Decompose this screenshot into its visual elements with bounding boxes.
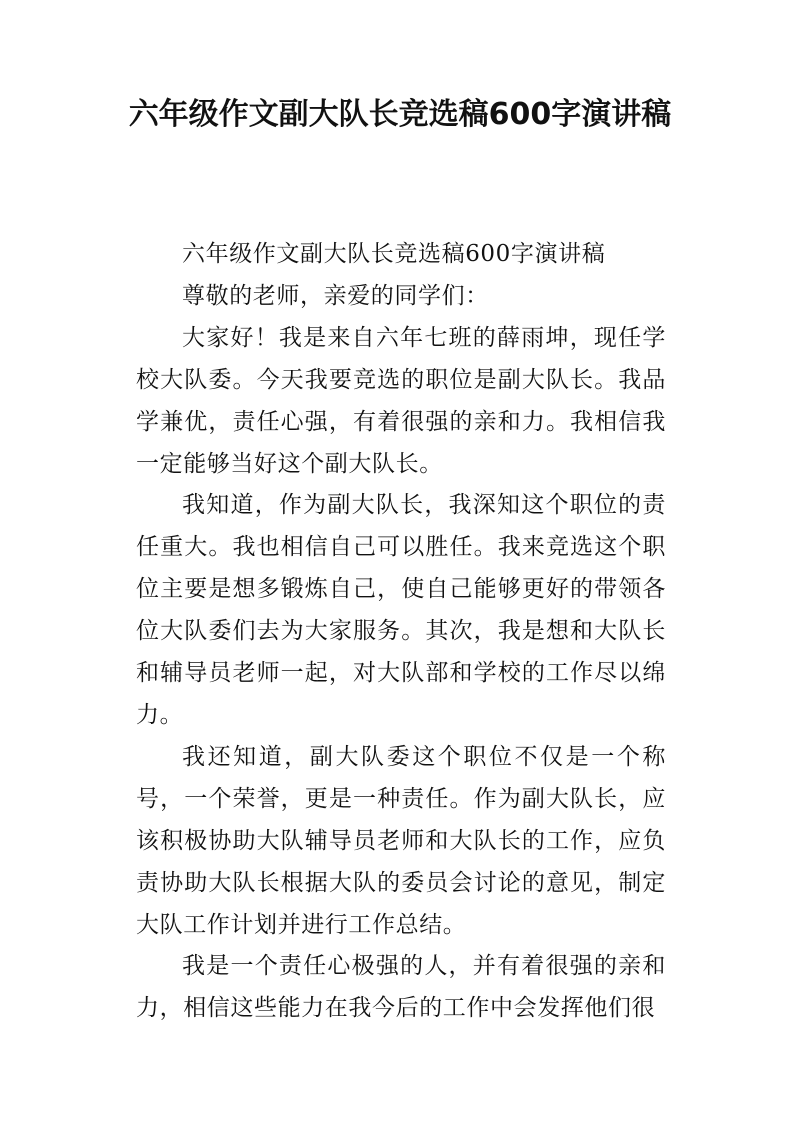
document-title: 六年级作文副大队长竞选稿600字演讲稿 [128, 97, 672, 132]
paragraph-introduction: 大家好！我是来自六年七班的薛雨坤，现任学校大队委。今天我要竞选的职位是副大队长。我品学兼优，责任心强，有着很强的亲和力。我相信我一定能够当好这个副大队长。 [136, 324, 666, 477]
document-body [136, 234, 666, 1030]
paragraph-conclusion: 我是一个责任心极强的人，并有着很强的亲和力，相信这些能力在我今后的工作中会发挥他们很 [136, 953, 666, 1022]
paragraph-heading-repeat: 六年级作文副大队长竞选稿600字演讲稿 [182, 241, 606, 267]
paragraph-greeting: 尊敬的老师，亲爱的同学们： [182, 282, 489, 309]
paragraph-responsibility: 我知道，作为副大队长，我深知这个职位的责任重大。我也相信自己可以胜任。我来竞选这个职位主要是想多锻炼自己，使自己能够更好的带领各位大队委们去为大家服务。其次，我是想和大队长和辅导员老师一起，对大队部和学校的工作尽以绵力。 [136, 492, 666, 728]
paragraph-duties: 我还知道，副大队委这个职位不仅是一个称号，一个荣誉，更是一种责任。作为副大队长，应该积极协助大队辅导员老师和大队长的工作，应负责协助大队长根据大队的委员会讨论的意见，制定大队工作计划并进行工作总结。 [136, 743, 666, 938]
